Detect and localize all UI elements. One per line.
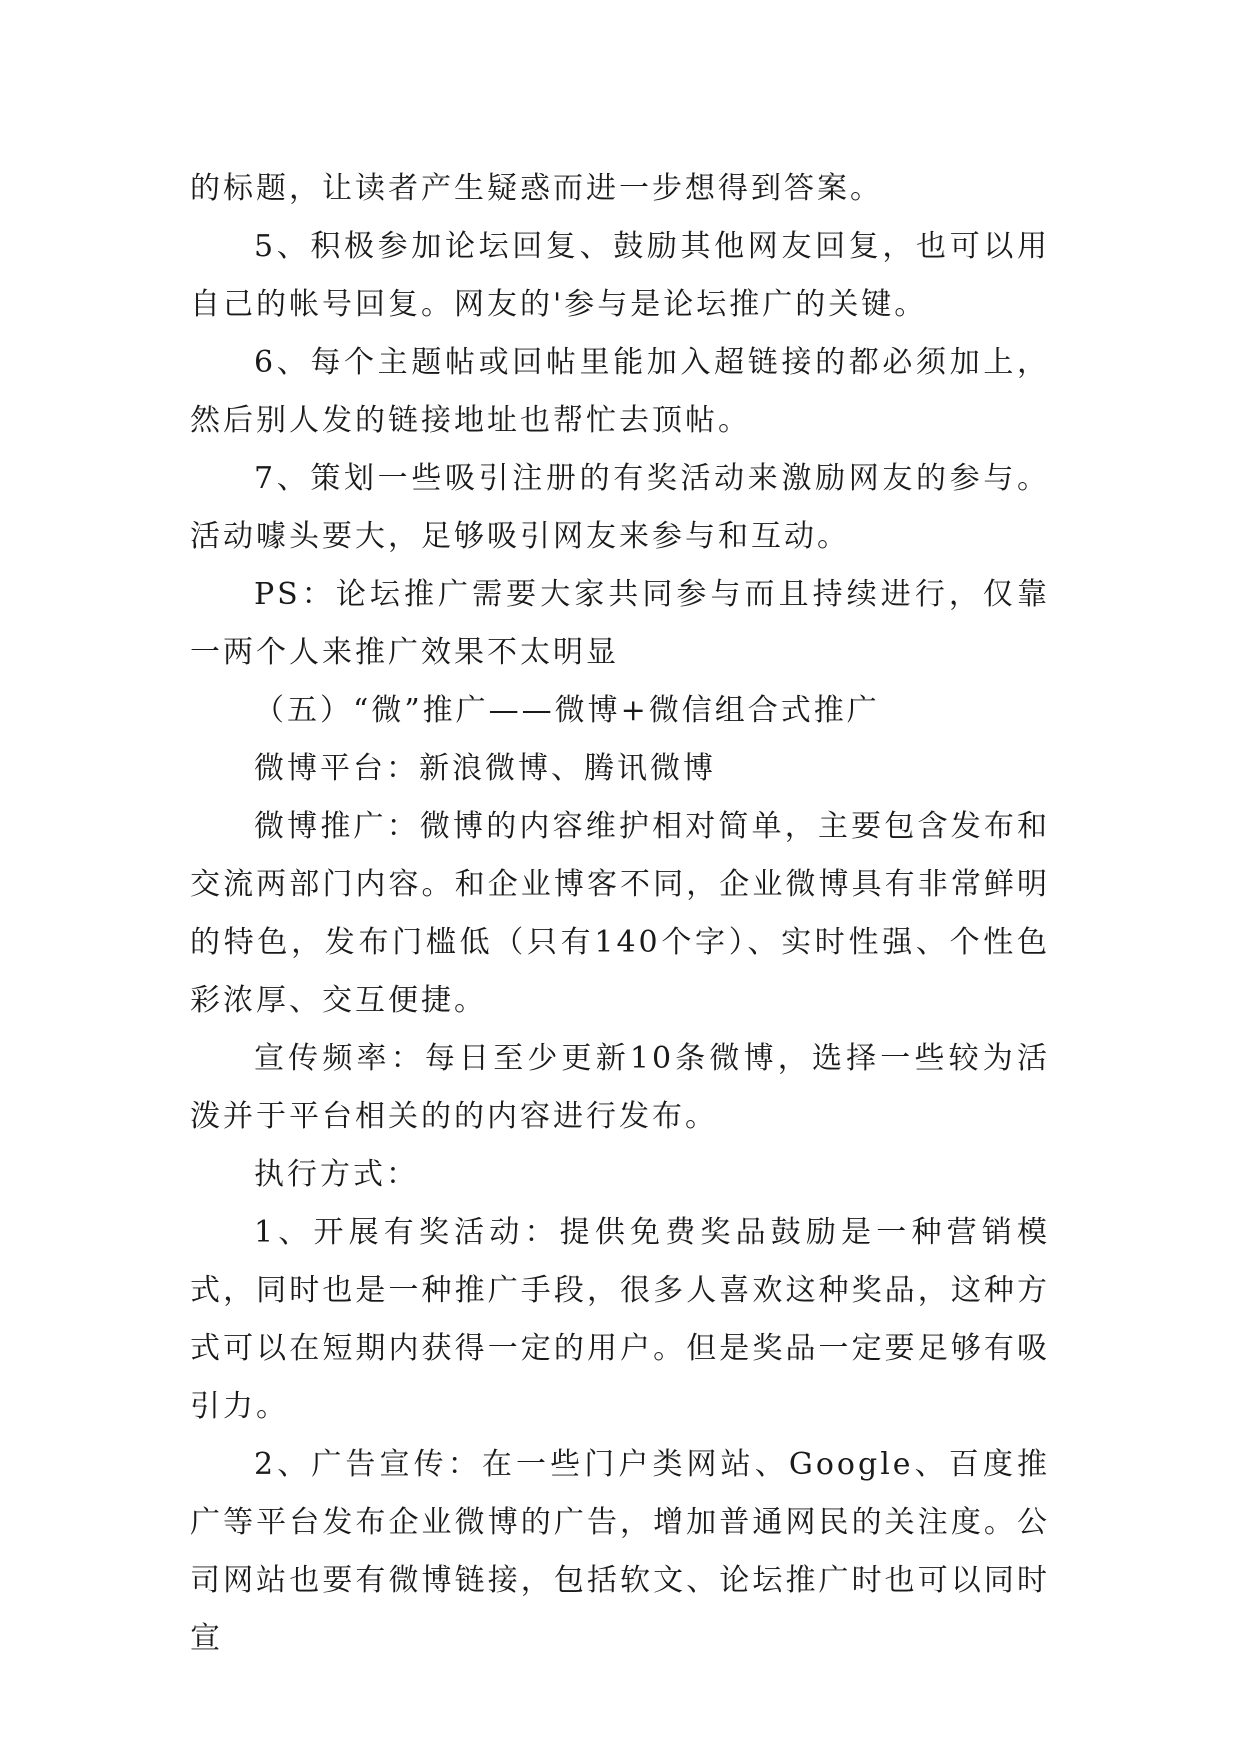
paragraph-method-1: 1、开展有奖活动：提供免费奖品鼓励是一种营销模式，同时也是一种推广手段，很多人喜欢这种奖品，这种方式可以在短期内获得一定的用户。但是奖品一定要足够有吸引力。 xyxy=(190,1215,1050,1424)
paragraph-weibo-platform: 微博平台：新浪微博、腾讯微博 xyxy=(254,751,716,786)
paragraph-ps-note: PS：论坛推广需要大家共同参与而且持续进行，仅靠一两个人来推广效果不太明显 xyxy=(190,577,1050,670)
document-body xyxy=(190,160,1050,1668)
paragraph-method-2: 2、广告宣传：在一些门户类网站、Google、百度推广等平台发布企业微博的广告，增加普通网民的关注度。公司网站也要有微博链接，包括软文、论坛推广时也可以同时宣 xyxy=(190,1447,1050,1656)
paragraph-publish-frequency: 宣传频率：每日至少更新10条微博，选择一些较为活泼并于平台相关的的内容进行发布。 xyxy=(190,1041,1050,1134)
section-heading-five: （五）“微”推广——微博+微信组合式推广 xyxy=(254,693,880,728)
paragraph-execution-method: 执行方式： xyxy=(254,1157,419,1192)
paragraph-continuation: 的标题，让读者产生疑惑而进一步想得到答案。 xyxy=(190,171,883,206)
paragraph-item-7: 7、策划一些吸引注册的有奖活动来激励网友的参与。活动噱头要大，足够吸引网友来参与和互动。 xyxy=(190,461,1050,554)
paragraph-item-6: 6、每个主题帖或回帖里能加入超链接的都必须加上，然后别人发的链接地址也帮忙去顶帖。 xyxy=(190,345,1050,438)
paragraph-item-5: 5、积极参加论坛回复、鼓励其他网友回复，也可以用自己的帐号回复。网友的'参与是论坛推广的关键。 xyxy=(190,229,1050,322)
paragraph-weibo-promotion: 微博推广：微博的内容维护相对简单，主要包含发布和交流两部门内容。和企业博客不同，企业微博具有非常鲜明的特色，发布门槛低（只有140个字）、实时性强、个性色彩浓厚、交互便捷。 xyxy=(190,809,1050,1018)
